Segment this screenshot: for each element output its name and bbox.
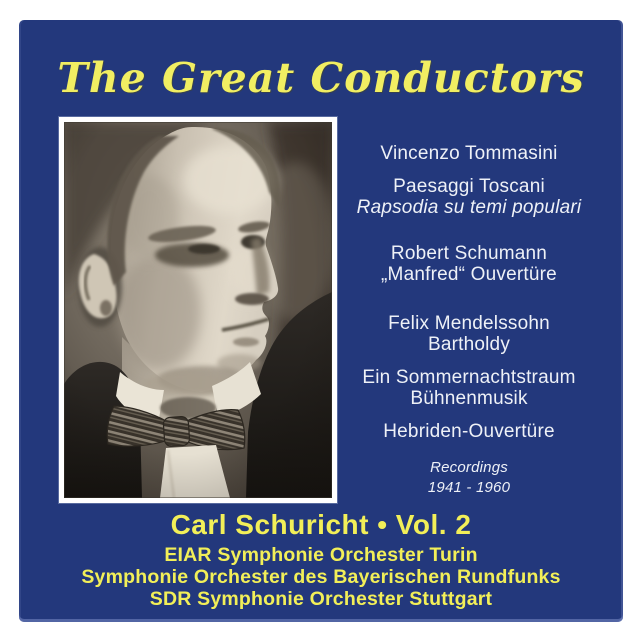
work-title: Hebriden-Ouvertüre bbox=[383, 421, 555, 442]
program-group bbox=[320, 313, 618, 355]
album-cover bbox=[19, 20, 623, 622]
series-title: The Great Conductors bbox=[57, 54, 585, 102]
program-group bbox=[320, 143, 618, 164]
artist-volume-title: Carl Schuricht • Vol. 2 bbox=[170, 509, 472, 540]
composer-name: Felix Mendelssohn bbox=[388, 313, 550, 334]
portrait-illustration bbox=[64, 122, 332, 498]
conductor-portrait-photo bbox=[64, 122, 332, 498]
conductor-portrait-frame bbox=[59, 117, 337, 503]
work-title: „Manfred“ Ouvertüre bbox=[381, 264, 557, 285]
work-subtitle: Bühnenmusik bbox=[410, 388, 528, 409]
composer-name: Robert Schumann bbox=[390, 243, 548, 264]
work-title: Ein Sommernachtstraum bbox=[362, 367, 576, 388]
orchestra-name: EIAR Symphonie Orchester Turin bbox=[164, 544, 478, 566]
program-group bbox=[320, 243, 618, 285]
program-list bbox=[320, 143, 618, 498]
composer-name-line2: Bartholdy bbox=[427, 334, 511, 355]
composer-name: Vincenzo Tommasini bbox=[380, 143, 558, 164]
orchestra-name: Symphonie Orchester des Bayerischen Rundfunks bbox=[81, 566, 561, 588]
program-group bbox=[320, 176, 618, 218]
recordings-years: 1941 - 1960 bbox=[427, 479, 511, 496]
work-title: Paesaggi Toscani bbox=[393, 176, 545, 197]
program-group bbox=[320, 367, 618, 409]
program-group bbox=[320, 421, 618, 442]
work-subtitle: Rapsodia su temi populari bbox=[356, 197, 582, 218]
orchestra-name: SDR Symphonie Orchester Stuttgart bbox=[149, 588, 493, 610]
orchestra-list bbox=[19, 544, 623, 610]
recordings-note bbox=[320, 458, 618, 498]
recordings-label: Recordings bbox=[430, 459, 508, 476]
